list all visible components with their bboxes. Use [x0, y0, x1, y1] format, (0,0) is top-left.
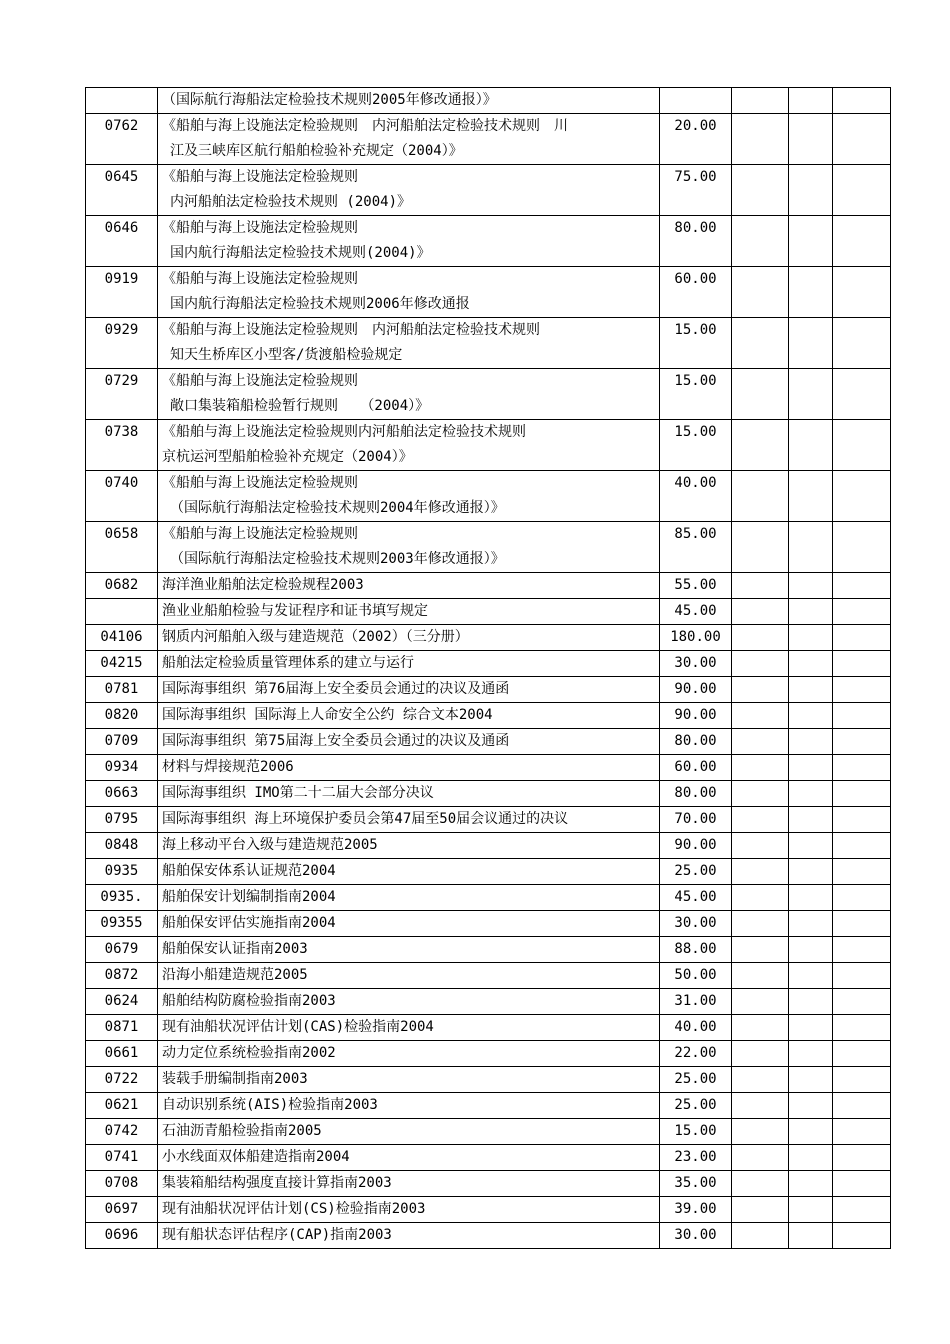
price-cell: 80.00 — [660, 781, 732, 807]
remark-cell — [833, 703, 891, 729]
qty-cell — [732, 1171, 789, 1197]
remark-cell — [833, 1145, 891, 1171]
book-title-line: 国内航行海船法定检验技术规则2006年修改通报 — [170, 296, 470, 312]
book-title-cell — [158, 703, 660, 729]
book-code-cell: 0682 — [86, 573, 158, 599]
book-title-line: 国际海事组织 海上环境保护委员会第47届至50届会议通过的决议 — [162, 811, 569, 827]
book-title-line: 国际海事组织 第76届海上安全委员会通过的决议及通函 — [162, 681, 510, 697]
table-row — [86, 885, 891, 911]
remark-cell — [833, 369, 891, 420]
amount-cell — [789, 807, 833, 833]
book-code-cell: 09355 — [86, 911, 158, 937]
table-row — [86, 165, 891, 216]
table-row — [86, 937, 891, 963]
book-title-cell — [158, 677, 660, 703]
book-title-cell — [158, 114, 660, 165]
amount-cell — [789, 1223, 833, 1249]
price-cell: 90.00 — [660, 833, 732, 859]
remark-cell — [833, 318, 891, 369]
table-row — [86, 1093, 891, 1119]
book-title-line: 内河船舶法定检验技术规则 (2004)》 — [170, 194, 412, 210]
table-row — [86, 267, 891, 318]
price-cell: 15.00 — [660, 1119, 732, 1145]
book-title-line: 渔业业船舶检验与发证程序和证书填写规定 — [162, 603, 428, 619]
qty-cell — [732, 1119, 789, 1145]
qty-cell — [732, 420, 789, 471]
remark-cell — [833, 165, 891, 216]
book-title-line: 《船舶与海上设施法定检验规则 — [162, 373, 358, 389]
price-cell: 15.00 — [660, 318, 732, 369]
book-title-cell — [158, 963, 660, 989]
remark-cell — [833, 599, 891, 625]
remark-cell — [833, 1067, 891, 1093]
table-row — [86, 1067, 891, 1093]
table-row — [86, 859, 891, 885]
remark-cell — [833, 267, 891, 318]
book-title-cell — [158, 1145, 660, 1171]
price-cell: 22.00 — [660, 1041, 732, 1067]
book-title-cell — [158, 911, 660, 937]
book-title-line: 现有船状态评估程序(CAP)指南2003 — [162, 1227, 392, 1243]
remark-cell — [833, 755, 891, 781]
remark-cell — [833, 989, 891, 1015]
book-code-cell: 0740 — [86, 471, 158, 522]
book-title-line: 船舶保安评估实施指南2004 — [162, 915, 336, 931]
book-title-cell — [158, 651, 660, 677]
amount-cell — [789, 781, 833, 807]
qty-cell — [732, 755, 789, 781]
qty-cell — [732, 216, 789, 267]
table-row — [86, 471, 891, 522]
book-code-cell: 0708 — [86, 1171, 158, 1197]
qty-cell — [732, 807, 789, 833]
remark-cell — [833, 114, 891, 165]
book-title-line: 国际海事组织 IMO第二十二届大会部分决议 — [162, 785, 434, 801]
price-cell: 30.00 — [660, 1223, 732, 1249]
book-code-cell: 0820 — [86, 703, 158, 729]
amount-cell — [789, 471, 833, 522]
table-row — [86, 1171, 891, 1197]
book-title-line: 船舶保安认证指南2003 — [162, 941, 308, 957]
table-row — [86, 369, 891, 420]
amount-cell — [789, 1067, 833, 1093]
book-title-cell — [158, 1015, 660, 1041]
book-title-line: 海洋渔业船舶法定检验规程2003 — [162, 577, 364, 593]
remark-cell — [833, 1119, 891, 1145]
qty-cell — [732, 833, 789, 859]
amount-cell — [789, 165, 833, 216]
remark-cell — [833, 471, 891, 522]
book-title-line: 钢质内河船舶入级与建造规范（2002）（三分册） — [162, 629, 469, 645]
book-title-line: 国内航行海船法定检验技术规则(2004)》 — [170, 245, 431, 261]
qty-cell — [732, 1145, 789, 1171]
remark-cell — [833, 1171, 891, 1197]
price-cell: 25.00 — [660, 1067, 732, 1093]
price-cell: 25.00 — [660, 859, 732, 885]
book-code-cell — [86, 599, 158, 625]
remark-cell — [833, 573, 891, 599]
qty-cell — [732, 573, 789, 599]
book-title-line: 船舶保安体系认证规范2004 — [162, 863, 336, 879]
book-code-cell: 0624 — [86, 989, 158, 1015]
book-title-line: 《船舶与海上设施法定检验规则 — [162, 220, 358, 236]
book-title-cell — [158, 522, 660, 573]
book-code-cell: 0781 — [86, 677, 158, 703]
qty-cell — [732, 1093, 789, 1119]
qty-cell — [732, 114, 789, 165]
book-title-line: 《船舶与海上设施法定检验规则 — [162, 526, 358, 542]
book-title-cell — [158, 859, 660, 885]
price-cell: 180.00 — [660, 625, 732, 651]
amount-cell — [789, 1093, 833, 1119]
price-cell: 31.00 — [660, 989, 732, 1015]
amount-cell — [789, 1145, 833, 1171]
book-code-cell: 04106 — [86, 625, 158, 651]
table-row — [86, 573, 891, 599]
table-row — [86, 833, 891, 859]
book-title-cell — [158, 216, 660, 267]
remark-cell — [833, 833, 891, 859]
table-row — [86, 989, 891, 1015]
amount-cell — [789, 114, 833, 165]
book-code-cell: 0934 — [86, 755, 158, 781]
remark-cell — [833, 885, 891, 911]
book-title-line: 《船舶与海上设施法定检验规则 — [162, 271, 358, 287]
qty-cell — [732, 1041, 789, 1067]
remark-cell — [833, 420, 891, 471]
amount-cell — [789, 989, 833, 1015]
book-title-line: （国际航行海船法定检验技术规则2003年修改通报）》 — [170, 551, 505, 567]
table-row — [86, 216, 891, 267]
book-code-cell: 0935. — [86, 885, 158, 911]
table-row — [86, 703, 891, 729]
book-code-cell: 0919 — [86, 267, 158, 318]
amount-cell — [789, 859, 833, 885]
book-code-cell: 0709 — [86, 729, 158, 755]
amount-cell — [789, 755, 833, 781]
price-cell: 55.00 — [660, 573, 732, 599]
price-cell: 39.00 — [660, 1197, 732, 1223]
remark-cell — [833, 859, 891, 885]
remark-cell — [833, 1223, 891, 1249]
qty-cell — [732, 937, 789, 963]
price-cell: 23.00 — [660, 1145, 732, 1171]
book-title-line: 船舶结构防腐检验指南2003 — [162, 993, 336, 1009]
remark-cell — [833, 963, 891, 989]
amount-cell — [789, 599, 833, 625]
book-title-cell — [158, 1067, 660, 1093]
price-cell: 80.00 — [660, 216, 732, 267]
table-row — [86, 781, 891, 807]
book-code-cell: 0742 — [86, 1119, 158, 1145]
book-title-cell — [158, 885, 660, 911]
price-cell: 45.00 — [660, 599, 732, 625]
price-cell: 30.00 — [660, 911, 732, 937]
book-code-cell: 0663 — [86, 781, 158, 807]
book-title-cell — [158, 369, 660, 420]
remark-cell — [833, 807, 891, 833]
amount-cell — [789, 885, 833, 911]
remark-cell — [833, 729, 891, 755]
remark-cell — [833, 781, 891, 807]
catalog-table — [85, 87, 891, 1249]
book-title-line: 江及三峡库区航行船舶检验补充规定（2004）》 — [170, 143, 463, 159]
qty-cell — [732, 1223, 789, 1249]
book-title-line: 《船舶与海上设施法定检验规则 — [162, 475, 358, 491]
book-code-cell: 0661 — [86, 1041, 158, 1067]
book-code-cell: 0722 — [86, 1067, 158, 1093]
qty-cell — [732, 1197, 789, 1223]
amount-cell — [789, 1119, 833, 1145]
book-title-line: 小水线面双体船建造指南2004 — [162, 1149, 350, 1165]
book-title-line: 石油沥青船检验指南2005 — [162, 1123, 322, 1139]
book-code-cell: 0621 — [86, 1093, 158, 1119]
book-title-line: 《船舶与海上设施法定检验规则内河船舶法定检验技术规则 — [162, 424, 526, 440]
qty-cell — [732, 1015, 789, 1041]
book-code-cell: 0729 — [86, 369, 158, 420]
book-code-cell: 0696 — [86, 1223, 158, 1249]
book-code-cell: 0848 — [86, 833, 158, 859]
book-title-cell — [158, 599, 660, 625]
amount-cell — [789, 522, 833, 573]
book-title-line: 国际海事组织 国际海上人命安全公约 综合文本2004 — [162, 707, 493, 723]
book-title-cell — [158, 781, 660, 807]
book-title-line: 自动识别系统(AIS)检验指南2003 — [162, 1097, 378, 1113]
qty-cell — [732, 651, 789, 677]
amount-cell — [789, 677, 833, 703]
qty-cell — [732, 369, 789, 420]
amount-cell — [789, 651, 833, 677]
table-row — [86, 599, 891, 625]
remark-cell — [833, 625, 891, 651]
book-title-line: 《船舶与海上设施法定检验规则 — [162, 169, 358, 185]
book-code-cell: 0738 — [86, 420, 158, 471]
amount-cell — [789, 625, 833, 651]
book-title-cell — [158, 1223, 660, 1249]
amount-cell — [789, 1041, 833, 1067]
book-title-line: 材料与焊接规范2006 — [162, 759, 294, 775]
book-code-cell: 0872 — [86, 963, 158, 989]
amount-cell — [789, 216, 833, 267]
book-code-cell: 0762 — [86, 114, 158, 165]
table-row — [86, 1223, 891, 1249]
catalog-body — [86, 88, 891, 1249]
amount-cell — [789, 267, 833, 318]
amount-cell — [789, 420, 833, 471]
amount-cell — [789, 911, 833, 937]
table-row — [86, 1041, 891, 1067]
amount-cell — [789, 937, 833, 963]
price-cell: 75.00 — [660, 165, 732, 216]
qty-cell — [732, 703, 789, 729]
amount-cell — [789, 1171, 833, 1197]
book-title-cell — [158, 1119, 660, 1145]
amount-cell — [789, 88, 833, 114]
price-cell: 15.00 — [660, 420, 732, 471]
amount-cell — [789, 369, 833, 420]
remark-cell — [833, 1015, 891, 1041]
book-code-cell: 0795 — [86, 807, 158, 833]
table-row — [86, 911, 891, 937]
qty-cell — [732, 911, 789, 937]
book-title-cell — [158, 833, 660, 859]
book-title-line: 装载手册编制指南2003 — [162, 1071, 308, 1087]
book-title-cell — [158, 1041, 660, 1067]
book-title-line: 集装箱船结构强度直接计算指南2003 — [162, 1175, 392, 1191]
table-row — [86, 114, 891, 165]
price-cell: 40.00 — [660, 471, 732, 522]
book-code-cell: 0929 — [86, 318, 158, 369]
price-cell: 20.00 — [660, 114, 732, 165]
book-title-cell — [158, 989, 660, 1015]
price-cell: 45.00 — [660, 885, 732, 911]
book-title-line: 沿海小船建造规范2005 — [162, 967, 308, 983]
book-title-cell — [158, 573, 660, 599]
book-title-line: 国际海事组织 第75届海上安全委员会通过的决议及通函 — [162, 733, 510, 749]
book-title-line: 现有油船状况评估计划(CAS)检验指南2004 — [162, 1019, 434, 1035]
price-cell: 70.00 — [660, 807, 732, 833]
qty-cell — [732, 729, 789, 755]
book-title-line: 现有油船状况评估计划(CS)检验指南2003 — [162, 1201, 426, 1217]
remark-cell — [833, 88, 891, 114]
qty-cell — [732, 963, 789, 989]
book-title-cell — [158, 1171, 660, 1197]
remark-cell — [833, 937, 891, 963]
book-title-cell — [158, 1093, 660, 1119]
book-title-cell — [158, 755, 660, 781]
book-code-cell — [86, 88, 158, 114]
remark-cell — [833, 1197, 891, 1223]
table-row — [86, 807, 891, 833]
remark-cell — [833, 216, 891, 267]
remark-cell — [833, 522, 891, 573]
amount-cell — [789, 1197, 833, 1223]
table-row — [86, 420, 891, 471]
qty-cell — [732, 599, 789, 625]
book-title-line: （国际航行海船法定检验技术规则2005年修改通报）》 — [162, 92, 497, 108]
book-title-line: 《船舶与海上设施法定检验规则 内河船舶法定检验技术规则 — [162, 322, 540, 338]
book-code-cell: 0741 — [86, 1145, 158, 1171]
price-cell: 90.00 — [660, 703, 732, 729]
qty-cell — [732, 522, 789, 573]
qty-cell — [732, 471, 789, 522]
table-row — [86, 522, 891, 573]
qty-cell — [732, 88, 789, 114]
book-title-cell — [158, 165, 660, 216]
book-title-line: 海上移动平台入级与建造规范2005 — [162, 837, 378, 853]
qty-cell — [732, 318, 789, 369]
book-code-cell: 0679 — [86, 937, 158, 963]
book-code-cell: 0646 — [86, 216, 158, 267]
amount-cell — [789, 1015, 833, 1041]
book-code-cell: 0697 — [86, 1197, 158, 1223]
book-title-cell — [158, 88, 660, 114]
book-title-cell — [158, 937, 660, 963]
price-cell — [660, 88, 732, 114]
qty-cell — [732, 885, 789, 911]
book-title-cell — [158, 267, 660, 318]
table-row — [86, 1015, 891, 1041]
qty-cell — [732, 859, 789, 885]
amount-cell — [789, 703, 833, 729]
book-title-cell — [158, 1197, 660, 1223]
price-cell: 15.00 — [660, 369, 732, 420]
table-row — [86, 1197, 891, 1223]
table-row — [86, 963, 891, 989]
qty-cell — [732, 781, 789, 807]
remark-cell — [833, 911, 891, 937]
table-row — [86, 729, 891, 755]
book-code-cell: 0658 — [86, 522, 158, 573]
amount-cell — [789, 833, 833, 859]
table-row — [86, 88, 891, 114]
book-title-line: 船舶法定检验质量管理体系的建立与运行 — [162, 655, 414, 671]
table-row — [86, 651, 891, 677]
book-title-cell — [158, 420, 660, 471]
book-title-cell — [158, 318, 660, 369]
table-row — [86, 677, 891, 703]
amount-cell — [789, 573, 833, 599]
table-row — [86, 318, 891, 369]
price-cell: 60.00 — [660, 755, 732, 781]
book-title-line: 《船舶与海上设施法定检验规则 内河船舶法定检验技术规则 川 — [162, 118, 568, 134]
book-title-cell — [158, 729, 660, 755]
table-row — [86, 625, 891, 651]
remark-cell — [833, 1093, 891, 1119]
price-cell: 50.00 — [660, 963, 732, 989]
book-title-cell — [158, 625, 660, 651]
qty-cell — [732, 989, 789, 1015]
price-cell: 88.00 — [660, 937, 732, 963]
book-code-cell: 04215 — [86, 651, 158, 677]
amount-cell — [789, 963, 833, 989]
book-title-line: （国际航行海船法定检验技术规则2004年修改通报）》 — [170, 500, 505, 516]
price-cell: 90.00 — [660, 677, 732, 703]
book-title-cell — [158, 807, 660, 833]
qty-cell — [732, 677, 789, 703]
book-title-line: 敞口集装箱船检验暂行规则 （2004）》 — [170, 398, 430, 414]
book-title-line: 船舶保安计划编制指南2004 — [162, 889, 336, 905]
amount-cell — [789, 729, 833, 755]
remark-cell — [833, 677, 891, 703]
remark-cell — [833, 651, 891, 677]
price-cell: 80.00 — [660, 729, 732, 755]
book-code-cell: 0935 — [86, 859, 158, 885]
price-cell: 40.00 — [660, 1015, 732, 1041]
book-title-line: 动力定位系统检验指南2002 — [162, 1045, 336, 1061]
price-cell: 25.00 — [660, 1093, 732, 1119]
price-cell: 60.00 — [660, 267, 732, 318]
book-title-line: 京杭运河型船舶检验补充规定（2004）》 — [162, 449, 413, 465]
price-cell: 35.00 — [660, 1171, 732, 1197]
book-code-cell: 0645 — [86, 165, 158, 216]
table-row — [86, 755, 891, 781]
qty-cell — [732, 625, 789, 651]
table-row — [86, 1145, 891, 1171]
table-row — [86, 1119, 891, 1145]
book-title-cell — [158, 471, 660, 522]
price-cell: 30.00 — [660, 651, 732, 677]
qty-cell — [732, 267, 789, 318]
price-cell: 85.00 — [660, 522, 732, 573]
qty-cell — [732, 165, 789, 216]
book-title-line: 知天生桥库区小型客/货渡船检验规定 — [170, 347, 403, 363]
remark-cell — [833, 1041, 891, 1067]
book-code-cell: 0871 — [86, 1015, 158, 1041]
amount-cell — [789, 318, 833, 369]
qty-cell — [732, 1067, 789, 1093]
